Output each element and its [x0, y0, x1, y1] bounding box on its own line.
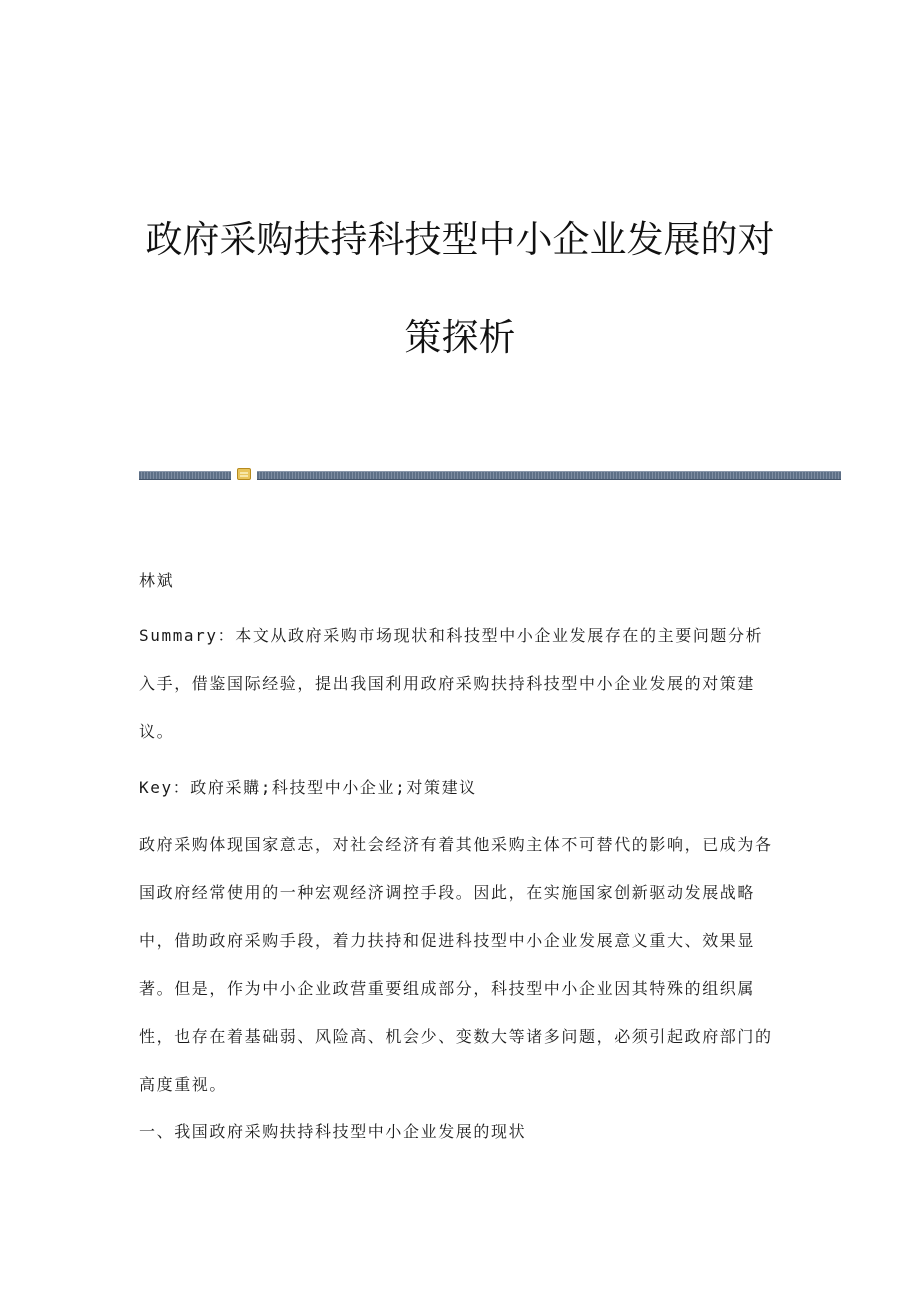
title-divider [139, 466, 841, 482]
section-heading-1: 一、我国政府采购扶持科技型中小企业发展的现状 [139, 1122, 527, 1141]
document-title-line-2: 策探析 [404, 316, 516, 359]
document-title-line-1: 政府采购扶持科技型中小企业发展的对 [145, 218, 775, 261]
author-name: 林斌 [139, 571, 175, 590]
divider-ornament-icon [237, 468, 251, 480]
intro-paragraph: 政府采购体现国家意志，对社会经济有着其他采购主体不可替代的影响，已成为各国政府经常使用的一种宏观经济调控手段。因此，在实施国家创新驱动发展战略中，借助政府采购手段，着力扶持和促进科技型中小企业发展意义重大、效果显著。但是，作为中小企业政营重要组成部分，科技型中小企业因其特殊的组织属性，也存在着基础弱、风险高、机会少、变数大等诸多问题，必须引起政府部门的高度重视。 [139, 835, 773, 1094]
divider-bar-right [257, 471, 841, 480]
summary-paragraph: Summary：本文从政府采购市场现状和科技型中小企业发展存在的主要问题分析入手，借鉴国际经验，提出我国利用政府采购扶持科技型中小企业发展的对策建议。 [139, 626, 764, 741]
keywords-line: Key：政府采購;科技型中小企业;对策建议 [139, 778, 477, 797]
divider-bar-left [139, 471, 231, 480]
